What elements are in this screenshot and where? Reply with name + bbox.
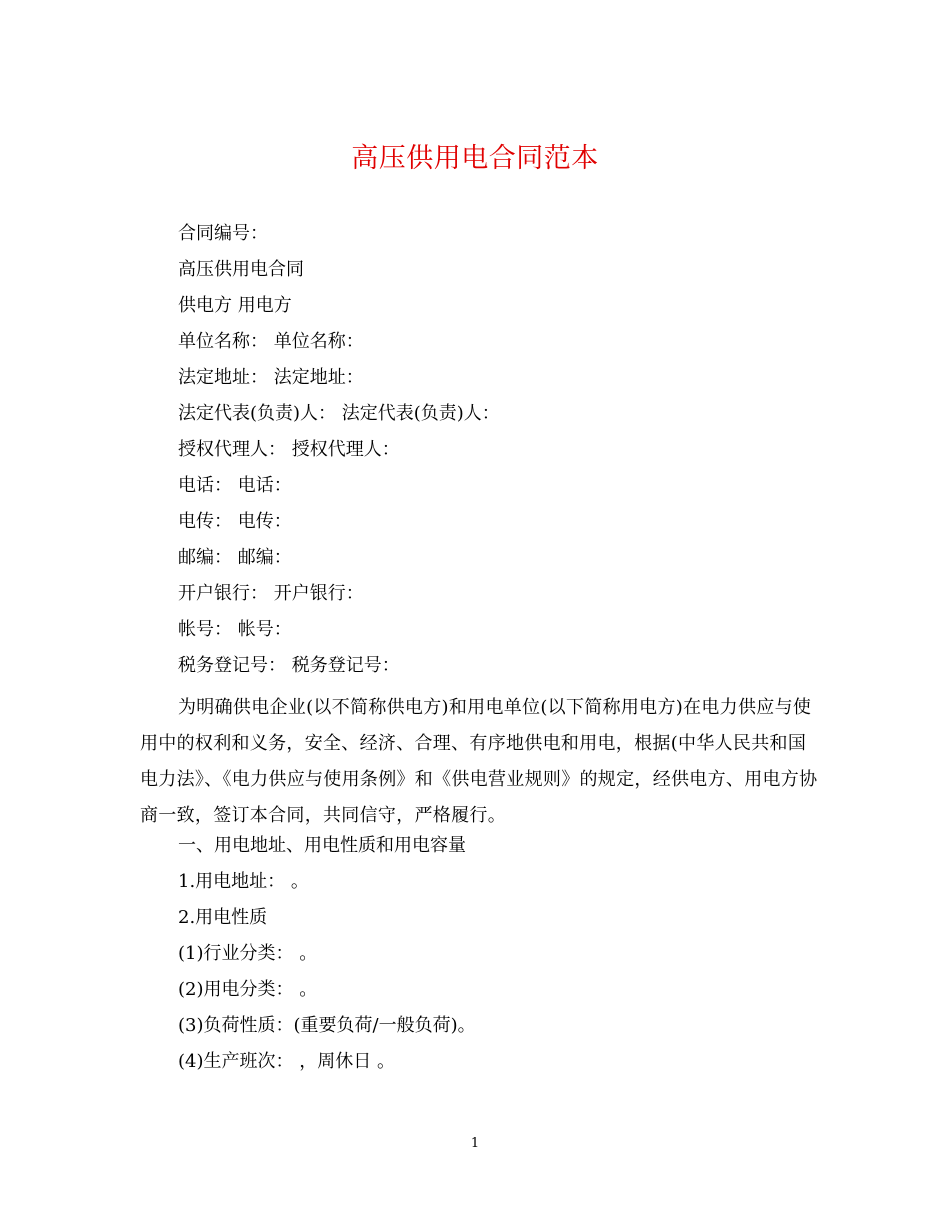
legal-representative-line: 法定代表(负责)人： 法定代表(负责)人： <box>178 403 500 424</box>
page-number: 1 <box>470 1136 480 1151</box>
clause-item: (1)行业分类： 。 <box>178 943 318 964</box>
legal-address-line: 法定地址： 法定地址： <box>178 367 364 388</box>
intro-paragraph: 为明确供电企业(以不简称供电方)和用电单位(以下简称用电方)在电力供应与使用中的权利和义务，安全、经济、合理、有序地供电和用电，根据(中华人民共和国电力法》、《电力供应与使用条例》和《供电营业规则》的规定，经供电方、用电方协商一致，签订本合同，共同信守，严格履行。 <box>140 697 818 826</box>
postcode-line: 邮编： 邮编： <box>178 547 292 568</box>
clause-item: (4)生产班次： ，周休日 。 <box>178 1051 395 1072</box>
authorized-agent-line: 授权代理人： 授权代理人： <box>178 439 400 460</box>
unit-name-line: 单位名称： 单位名称： <box>178 331 364 352</box>
account-line: 帐号： 帐号： <box>178 619 292 640</box>
parties-line: 供电方 用电方 <box>178 295 292 316</box>
document-title: 高压供用电合同范本 <box>351 143 599 174</box>
bank-line: 开户银行： 开户银行： <box>178 583 364 604</box>
clause-item: (3)负荷性质：(重要负荷/一般负荷)。 <box>178 1015 476 1036</box>
clause-item: 2.用电性质 <box>178 907 268 928</box>
contract-heading-line: 高压供用电合同 <box>178 259 304 280</box>
clause-item: 1.用电地址： 。 <box>178 871 309 892</box>
clause-heading: 一、用电地址、用电性质和用电容量 <box>178 835 466 856</box>
fax-line: 电传： 电传： <box>178 511 292 532</box>
tax-registration-line: 税务登记号： 税务登记号： <box>178 655 400 676</box>
phone-line: 电话： 电话： <box>178 475 292 496</box>
contract-number-line: 合同编号： <box>178 223 268 244</box>
clause-item: (2)用电分类： 。 <box>178 979 318 1000</box>
